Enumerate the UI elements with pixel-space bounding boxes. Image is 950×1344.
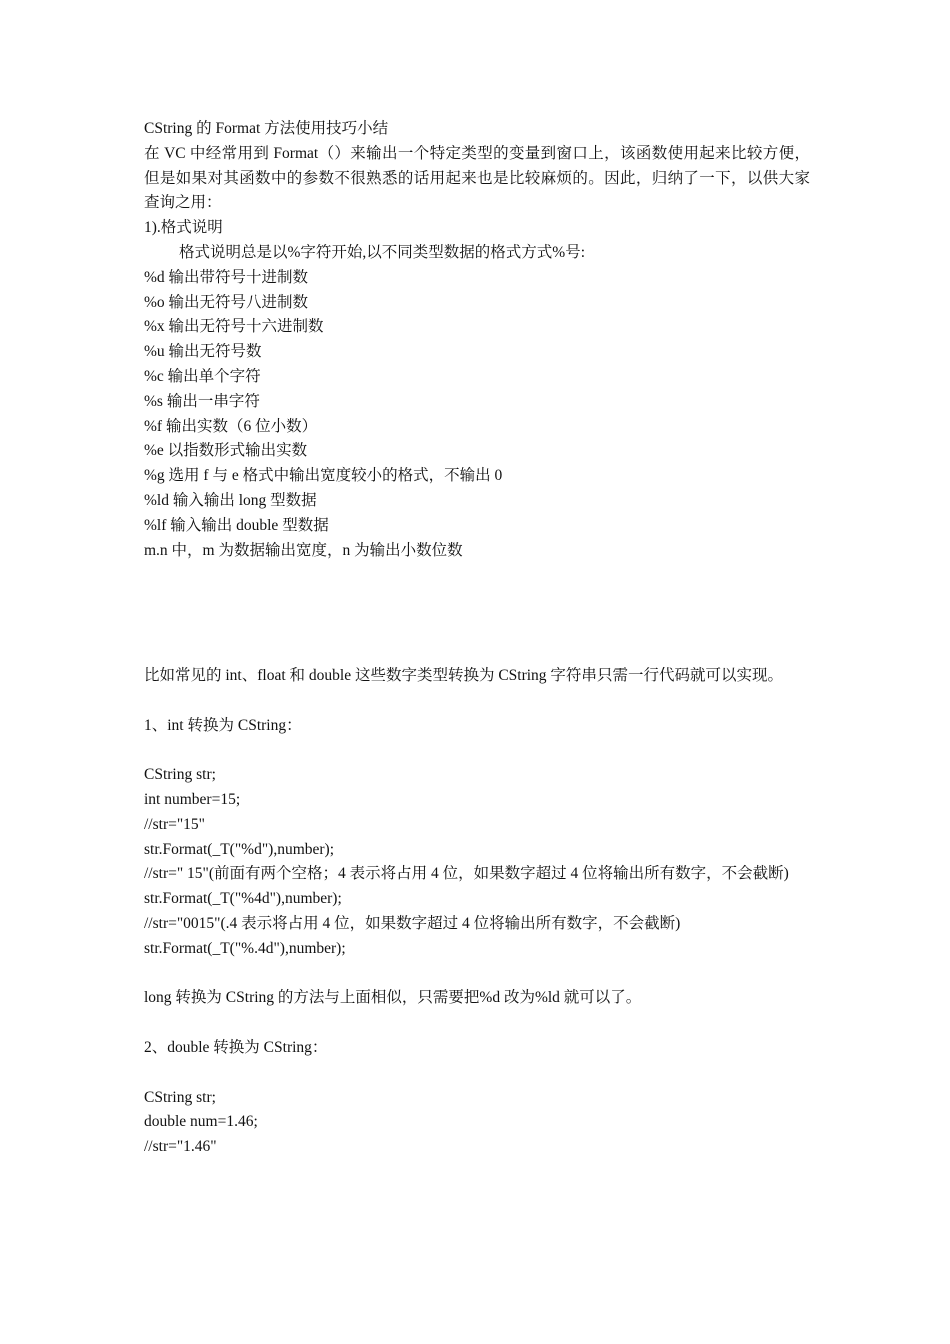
top-block [144,117,810,563]
format-spec-item: %d 输出带符号十进制数 [144,268,309,286]
code-line: CString str; [144,1088,216,1106]
code-line: //str="15" [144,815,206,833]
long-note: long 转换为 CString 的方法与上面相似，只需要把%d 改为%ld 就可以了。 [144,989,642,1007]
format-spec-item: %s 输出一串字符 [144,392,260,410]
format-spec-item: %o 输出无符号八进制数 [144,293,309,311]
spacer [144,689,810,714]
format-spec-item: %e 以指数形式输出实数 [144,442,308,460]
code-line: str.Format(_T("%d"),number); [144,840,335,858]
code-line: //str="1.46" [144,1138,217,1156]
double-heading: 2、double 转换为 CString： [144,1038,328,1056]
int-heading: 1、int 转换为 CString： [144,716,302,734]
format-spec-item: %c 输出单个字符 [144,367,261,385]
format-spec-item: %f 输出实数（6 位小数） [144,417,318,435]
code-comment: //str="0015"(.4 表示将占用 4 位，如果数字超过 4 位将输出所有数字，不会截断) [144,914,681,932]
spacer [144,1061,810,1086]
code-comment: //str=" 15"(前面有两个空格；4 表示将占用 4 位，如果数字超过 4 位将输出所有数字，不会截断) [144,865,789,883]
spacer [144,1011,810,1036]
code-line: int number=15; [144,790,241,808]
code-line: str.Format(_T("%4d"),number); [144,890,342,908]
code-line: str.Format(_T("%.4d"),number); [144,939,346,957]
format-spec-item: %x 输出无符号十六进制数 [144,318,324,336]
example-paragraph: 比如常见的 int、float 和 double 这些数字类型转换为 CString 字符串只需一行代码就可以实现。 [144,667,783,684]
format-description: 格式说明总是以%字符开始,以不同类型数据的格式方式%号: [179,243,586,261]
spacer [144,738,810,763]
format-spec-item: %lf 输入输出 double 型数据 [144,516,329,534]
bottom-block [144,664,810,1160]
code-line: double num=1.46; [144,1113,258,1131]
format-spec-item: %ld 输入输出 long 型数据 [144,491,317,509]
code-line: CString str; [144,766,216,784]
format-spec-item: m.n 中，m 为数据输出宽度，n 为输出小数位数 [144,541,463,559]
document-title: CString 的 Format 方法使用技巧小结 [144,120,389,137]
intro-paragraph: 在 VC 中经常用到 Format（）来输出一个特定类型的变量到窗口上，该函数使用起来比较方便，但是如果对其函数中的参数不很熟悉的话用起来也是比较麻烦的。因此，归纳了一下，以供大家查询之用： [144,144,810,212]
spacer [144,962,810,987]
format-spec-item: %g 选用 f 与 e 格式中输出宽度较小的格式，不输出 0 [144,467,503,485]
format-spec-item: %u 输出无符号数 [144,343,262,361]
section-heading-format: 1).格式说明 [144,219,223,237]
